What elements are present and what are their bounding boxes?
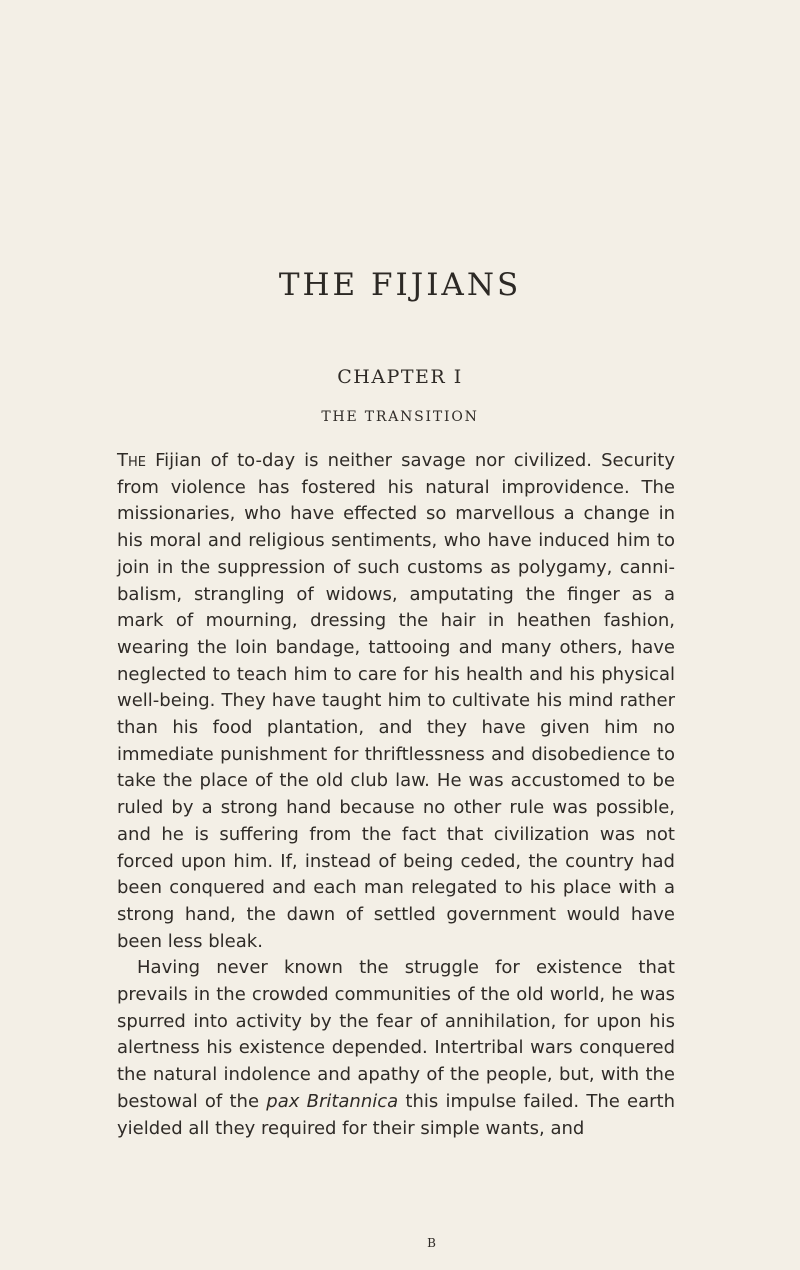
paragraph-2-text-start: Having never known the struggle for existence that prevails in the crowded communities of the old world, he was spurred into activity by the fear of annihilation, for upon his alertness his existence depended. Intertribal wars conquered the natural indolence and apathy of the people, but, with the bestowal of the xyxy=(117,957,675,1112)
paragraph-1-text: Fijian of to-day is neither savage nor civilized. Security from violence has fostered his natural improvidence. The missionaries, who have effected so marvellous a change in his moral and religious sentiments, who have induced him to join in the suppression of such customs as polygamy, canni- balism, strangling of widows, amputating the finger as a mark of mourning, dressing the hair in heathen fashion, wearing the loin bandage, tattooing and many others, have neglected to teach him to care for his health and his physical well-being. They have taught him to cultivate his mind rather than his food plantation, and they have given him no immediate punishment for thriftlessness and disobedience to take the place of the old club law. He was accustomed to be ruled by a strong hand because no other rule was possible, and he is suffering from the fact that civilization was not forced upon him. If, instead of being ceded, the country had been conquered and each man relegated to his place with a strong hand, the dawn of settled government would have been less bleak. xyxy=(117,450,675,952)
paragraph-1-lead: The xyxy=(117,450,146,471)
chapter-subtitle: THE TRANSITION xyxy=(321,409,479,425)
paragraph-2 xyxy=(117,955,675,1142)
book-title: THE FIJIANS xyxy=(278,267,522,303)
paragraph-1 xyxy=(117,448,675,955)
signature-mark: B xyxy=(427,1236,437,1250)
body-text xyxy=(117,448,675,1142)
italic-phrase: pax Britannica xyxy=(266,1090,399,1112)
paragraph-2-text-end: this impulse failed. The earth yielded all they required for their simple wants, and xyxy=(117,1090,675,1139)
chapter-heading: CHAPTER I xyxy=(337,366,463,388)
